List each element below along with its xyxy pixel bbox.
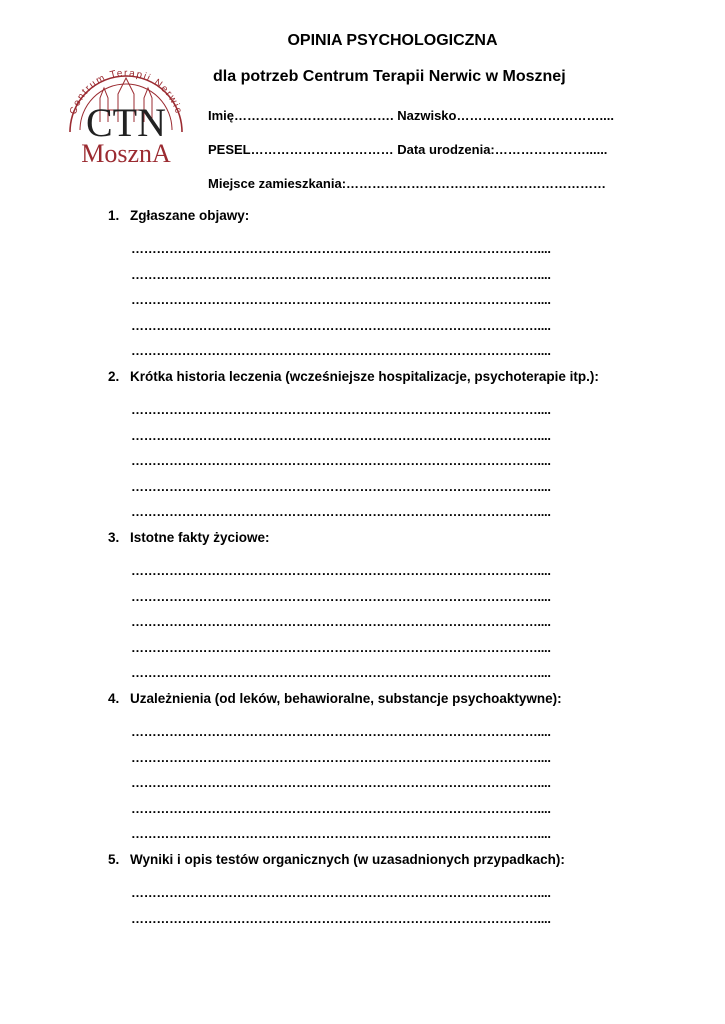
document-subtitle: dla potrzeb Centrum Terapii Nerwic w Mosznej [213, 68, 566, 85]
ctn-moszna-logo [56, 50, 196, 170]
section-heading: 3. Istotne fakty życiowe: [108, 530, 270, 545]
section-organic-tests [108, 852, 668, 931]
section-heading: 5. Wyniki i opis testów organicznych (w uzasadnionych przypadkach): [108, 852, 565, 867]
dotted-line: …………………………………………………………………………………….... [131, 724, 551, 739]
dotted-line: …………………………………………………………………………………….... [131, 402, 551, 417]
section-heading: 4. Uzależnienia (od leków, behawioralne, substancje psychoaktywne): [108, 691, 562, 706]
document-title: OPINIA PSYCHOLOGICZNA [287, 32, 498, 49]
name-surname-field: Imię………………………………. Nazwisko…………………………….... [208, 108, 614, 123]
dotted-line: …………………………………………………………………………………….... [131, 639, 551, 655]
logo-name: MosznA [81, 139, 171, 168]
dotted-line: …………………………………………………………………………………….... [131, 317, 551, 333]
section-treatment-history [108, 369, 668, 525]
dotted-line: …………………………………………………………………………………….... [131, 563, 551, 578]
dotted-line: …………………………………………………………………………………….... [131, 800, 551, 816]
dotted-line: …………………………………………………………………………………….... [131, 614, 551, 630]
dotted-line: …………………………………………………………………………………….... [131, 665, 551, 681]
svg-text:Centrum Terapii Nerwic: Centrum Terapii Nerwic [67, 67, 185, 117]
dotted-line: …………………………………………………………………………………….... [131, 910, 551, 926]
pesel-birthdate-field: PESEL…………………………… Data urodzenia:…………………...... [208, 142, 608, 157]
dotted-line: …………………………………………………………………………………….... [131, 588, 551, 604]
section-heading: 2. Krótka historia leczenia (wcześniejsze hospitalizacje, psychoterapie itp.): [108, 369, 599, 384]
section-symptoms [108, 208, 668, 364]
section-heading: 1. Zgłaszane objawy: [108, 208, 250, 223]
dotted-line: …………………………………………………………………………………….... [131, 241, 551, 256]
dotted-line: …………………………………………………………………………………….... [131, 453, 551, 469]
dotted-line: …………………………………………………………………………………….... [131, 266, 551, 282]
logo-monogram: CTN [86, 100, 166, 145]
address-field: Miejsce zamieszkania:…………………………………………………… [208, 176, 607, 191]
dotted-line: …………………………………………………………………………………….... [131, 775, 551, 791]
dotted-line: …………………………………………………………………………………….... [131, 427, 551, 443]
dotted-line: …………………………………………………………………………………….... [131, 292, 551, 308]
dotted-line: …………………………………………………………………………………….... [131, 826, 551, 842]
section-addictions [108, 691, 668, 847]
dotted-line: …………………………………………………………………………………….... [131, 885, 551, 900]
section-life-facts [108, 530, 668, 686]
dotted-line: …………………………………………………………………………………….... [131, 478, 551, 494]
dotted-line: …………………………………………………………………………………….... [131, 504, 551, 520]
dotted-line: …………………………………………………………………………………….... [131, 343, 551, 359]
dotted-line: …………………………………………………………………………………….... [131, 749, 551, 765]
